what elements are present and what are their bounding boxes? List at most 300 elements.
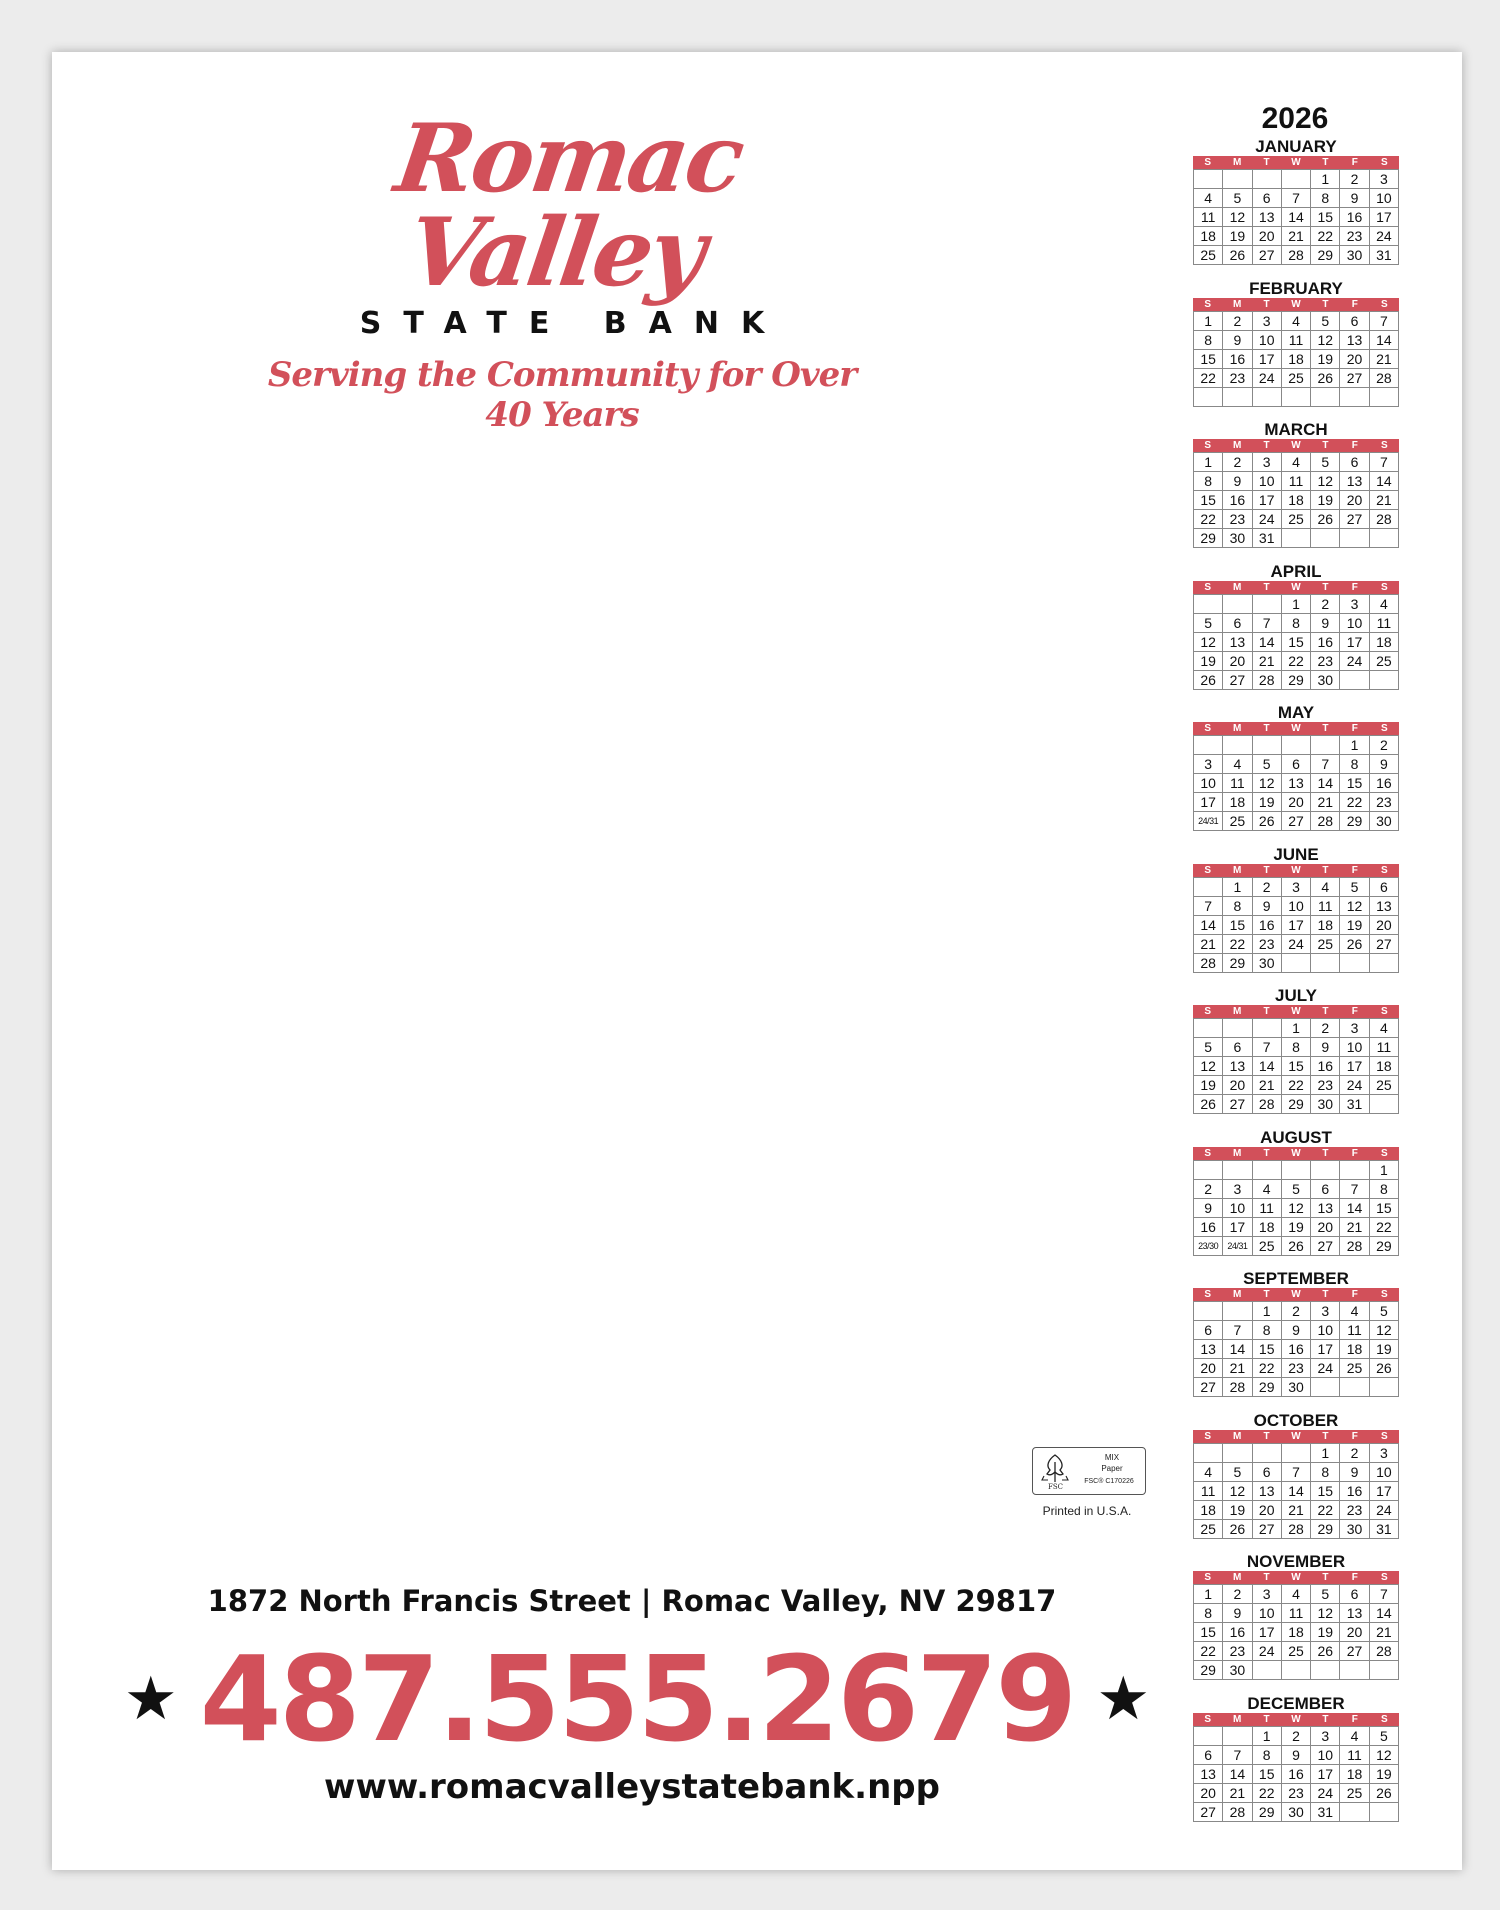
day-cell: 22 — [1311, 1501, 1340, 1520]
day-cell: 20 — [1253, 1501, 1282, 1520]
day-cell — [1194, 1444, 1223, 1463]
day-cell: 29 — [1340, 812, 1369, 831]
day-cell: 30 — [1311, 671, 1340, 690]
day-grid — [1193, 1443, 1399, 1539]
day-cell: 30 — [1253, 954, 1282, 973]
day-cell: 18 — [1282, 491, 1311, 510]
day-cell: 15 — [1311, 1482, 1340, 1501]
day-cell: 18 — [1253, 1218, 1282, 1237]
day-cell: 9 — [1370, 755, 1399, 774]
day-cell: 6 — [1223, 1038, 1252, 1057]
weekday-label: S — [1204, 1430, 1212, 1442]
day-cell: 16 — [1223, 1623, 1252, 1642]
day-cell: 25 — [1282, 510, 1311, 529]
day-cell — [1223, 1161, 1252, 1180]
day-cell: 17 — [1370, 1482, 1399, 1501]
day-cell: 18 — [1282, 350, 1311, 369]
day-cell: 10 — [1370, 1463, 1399, 1482]
day-cell: 25 — [1194, 246, 1223, 265]
day-cell — [1311, 529, 1340, 548]
weekday-header — [1193, 1713, 1399, 1726]
weekday-label: F — [1351, 723, 1358, 734]
day-cell: 13 — [1223, 633, 1252, 652]
day-cell: 9 — [1282, 1321, 1311, 1340]
day-grid — [1193, 735, 1399, 831]
day-cell: 19 — [1253, 793, 1282, 812]
day-cell: 28 — [1370, 369, 1399, 388]
day-cell: 31 — [1253, 529, 1282, 548]
day-cell: 10 — [1340, 1038, 1369, 1057]
day-cell: 17 — [1340, 633, 1369, 652]
day-cell: 13 — [1311, 1199, 1340, 1218]
weekday-label: W — [1291, 298, 1301, 310]
day-cell: 9 — [1223, 331, 1252, 350]
weekday-label: T — [1263, 157, 1270, 168]
day-cell: 26 — [1370, 1359, 1399, 1378]
weekday-label: W — [1291, 1289, 1301, 1300]
day-cell — [1253, 1661, 1282, 1680]
day-cell: 5 — [1370, 1302, 1399, 1321]
day-cell — [1223, 595, 1252, 614]
weekday-label: T — [1322, 298, 1329, 310]
day-cell: 29 — [1370, 1237, 1399, 1256]
day-cell — [1194, 170, 1223, 189]
day-cell: 8 — [1340, 755, 1369, 774]
day-cell: 24 — [1253, 510, 1282, 529]
day-cell — [1194, 1161, 1223, 1180]
day-cell: 4 — [1340, 1727, 1369, 1746]
day-cell: 12 — [1194, 633, 1223, 652]
day-cell: 30 — [1340, 246, 1369, 265]
day-cell: 18 — [1194, 1501, 1223, 1520]
day-cell: 30 — [1223, 529, 1252, 548]
day-cell: 21 — [1253, 652, 1282, 671]
day-cell: 17 — [1253, 350, 1282, 369]
day-cell: 3 — [1253, 312, 1282, 331]
day-cell: 1 — [1340, 736, 1369, 755]
month-name: APRIL — [1270, 561, 1322, 581]
day-cell: 18 — [1282, 1623, 1311, 1642]
day-cell: 7 — [1370, 312, 1399, 331]
day-cell: 22 — [1194, 510, 1223, 529]
day-cell: 12 — [1340, 897, 1369, 916]
day-cell: 14 — [1370, 331, 1399, 350]
weekday-label: T — [1263, 723, 1270, 734]
weekday-header — [1193, 298, 1399, 311]
day-cell: 4 — [1370, 1019, 1399, 1038]
day-cell — [1194, 388, 1223, 407]
day-cell — [1370, 1803, 1399, 1822]
day-cell: 26 — [1311, 369, 1340, 388]
fsc-label: FSC — [1047, 1483, 1063, 1491]
day-grid — [1193, 1301, 1399, 1397]
day-cell: 24 — [1253, 1642, 1282, 1661]
day-cell: 4 — [1194, 189, 1223, 208]
day-cell: 25 — [1340, 1359, 1369, 1378]
day-cell: 3 — [1340, 1019, 1369, 1038]
weekday-label: S — [1204, 723, 1212, 734]
day-cell: 14 — [1370, 472, 1399, 491]
day-grid — [1193, 1584, 1399, 1680]
day-cell — [1194, 736, 1223, 755]
day-cell: 22 — [1194, 369, 1223, 388]
weekday-label: M — [1232, 1430, 1242, 1442]
day-cell: 27 — [1340, 1642, 1369, 1661]
day-cell: 9 — [1311, 614, 1340, 633]
day-cell — [1223, 1302, 1252, 1321]
day-cell: 4 — [1253, 1180, 1282, 1199]
day-cell: 6 — [1223, 614, 1252, 633]
day-cell: 8 — [1194, 331, 1223, 350]
day-cell — [1282, 529, 1311, 548]
day-cell: 7 — [1223, 1321, 1252, 1340]
day-cell: 4 — [1282, 1585, 1311, 1604]
day-cell: 25 — [1282, 369, 1311, 388]
day-cell — [1370, 1095, 1399, 1114]
day-cell: 2 — [1223, 453, 1252, 472]
weekday-label: W — [1291, 1430, 1301, 1442]
day-cell: 2 — [1311, 595, 1340, 614]
day-cell: 28 — [1223, 1803, 1252, 1822]
weekday-label: M — [1232, 1289, 1242, 1300]
day-cell: 14 — [1194, 916, 1223, 935]
day-cell: 21 — [1370, 491, 1399, 510]
day-cell: 28 — [1223, 1378, 1252, 1397]
brand-tagline: Serving the Community for Over 40 Years — [267, 355, 857, 435]
day-cell: 11 — [1282, 1604, 1311, 1623]
day-cell: 21 — [1370, 1623, 1399, 1642]
day-cell: 23 — [1370, 793, 1399, 812]
day-cell: 16 — [1194, 1218, 1223, 1237]
day-cell: 1 — [1282, 595, 1311, 614]
weekday-label: F — [1351, 1430, 1358, 1442]
day-cell: 2 — [1282, 1302, 1311, 1321]
day-cell — [1253, 1161, 1282, 1180]
day-cell: 14 — [1223, 1340, 1252, 1359]
phone-number: 487.555.2679 — [199, 1630, 1075, 1768]
day-cell — [1253, 1019, 1282, 1038]
day-cell: 6 — [1370, 878, 1399, 897]
day-cell — [1253, 736, 1282, 755]
day-cell: 15 — [1253, 1340, 1282, 1359]
weekday-label: T — [1322, 1713, 1329, 1725]
day-cell: 29 — [1223, 954, 1252, 973]
day-grid — [1193, 1726, 1399, 1822]
day-cell: 21 — [1253, 1076, 1282, 1095]
month-name: DECEMBER — [1247, 1693, 1345, 1713]
day-cell: 2 — [1223, 1585, 1252, 1604]
day-cell: 22 — [1194, 1642, 1223, 1661]
day-cell: 8 — [1253, 1746, 1282, 1765]
day-cell — [1282, 736, 1311, 755]
day-grid — [1193, 594, 1399, 690]
day-cell: 1 — [1194, 312, 1223, 331]
day-cell: 11 — [1194, 1482, 1223, 1501]
weekday-label: S — [1380, 440, 1388, 451]
day-cell: 2 — [1340, 1444, 1369, 1463]
day-cell: 21 — [1223, 1784, 1252, 1803]
month-name: JANUARY — [1255, 137, 1337, 156]
day-cell: 18 — [1370, 633, 1399, 652]
bank-logo — [252, 104, 872, 435]
day-cell — [1223, 170, 1252, 189]
day-cell: 9 — [1223, 1604, 1252, 1623]
day-cell: 23 — [1311, 1076, 1340, 1095]
weekday-label: S — [1380, 157, 1388, 168]
day-cell: 3 — [1253, 1585, 1282, 1604]
weekday-label: F — [1351, 581, 1358, 593]
day-cell: 17 — [1340, 1057, 1369, 1076]
day-cell: 14 — [1282, 1482, 1311, 1501]
day-cell: 18 — [1194, 227, 1223, 246]
day-cell — [1311, 1161, 1340, 1180]
day-cell: 4 — [1282, 453, 1311, 472]
fsc-paper: Paper — [1101, 1464, 1123, 1473]
weekday-label: S — [1380, 1430, 1388, 1442]
weekday-label: S — [1204, 1572, 1212, 1583]
day-cell: 2 — [1340, 170, 1369, 189]
day-cell: 2 — [1370, 736, 1399, 755]
day-cell — [1253, 1444, 1282, 1463]
day-cell: 30 — [1340, 1520, 1369, 1539]
day-cell: 17 — [1311, 1765, 1340, 1784]
day-cell: 12 — [1253, 774, 1282, 793]
month-august — [1193, 1128, 1399, 1256]
day-cell — [1340, 954, 1369, 973]
weekday-label: F — [1351, 1006, 1358, 1017]
day-cell: 15 — [1194, 350, 1223, 369]
day-cell: 21 — [1282, 227, 1311, 246]
day-cell: 9 — [1340, 189, 1369, 208]
day-cell: 20 — [1223, 652, 1252, 671]
weekday-header — [1193, 1288, 1399, 1301]
day-cell: 15 — [1282, 633, 1311, 652]
month-name: JUNE — [1273, 844, 1319, 864]
day-cell: 28 — [1253, 671, 1282, 690]
day-cell: 10 — [1340, 614, 1369, 633]
day-cell: 8 — [1194, 1604, 1223, 1623]
day-cell — [1194, 1302, 1223, 1321]
weekday-label: M — [1232, 1572, 1242, 1583]
day-cell — [1223, 1727, 1252, 1746]
weekday-label: M — [1232, 298, 1242, 310]
day-cell: 6 — [1340, 1585, 1369, 1604]
day-cell: 15 — [1194, 491, 1223, 510]
day-cell: 17 — [1282, 916, 1311, 935]
day-cell: 27 — [1223, 1095, 1252, 1114]
day-cell: 5 — [1253, 755, 1282, 774]
day-cell: 16 — [1282, 1340, 1311, 1359]
day-cell: 10 — [1311, 1746, 1340, 1765]
day-cell: 28 — [1311, 812, 1340, 831]
day-cell: 20 — [1340, 491, 1369, 510]
month-name: FEBRUARY — [1249, 278, 1343, 298]
day-cell — [1340, 1803, 1369, 1822]
printed-in-usa: Printed in U.S.A. — [1042, 1504, 1132, 1518]
day-cell: 23/30 — [1194, 1237, 1223, 1256]
day-cell: 5 — [1311, 312, 1340, 331]
day-cell: 9 — [1340, 1463, 1369, 1482]
day-cell: 29 — [1253, 1803, 1282, 1822]
day-cell: 4 — [1311, 878, 1340, 897]
day-cell: 14 — [1370, 1604, 1399, 1623]
day-cell: 18 — [1311, 916, 1340, 935]
month-name: SEPTEMBER — [1243, 1269, 1349, 1288]
weekday-label: W — [1291, 157, 1301, 168]
day-cell: 22 — [1223, 935, 1252, 954]
day-cell: 23 — [1223, 510, 1252, 529]
day-cell: 28 — [1370, 510, 1399, 529]
day-cell: 8 — [1311, 1463, 1340, 1482]
day-cell — [1223, 1444, 1252, 1463]
day-cell: 21 — [1340, 1218, 1369, 1237]
day-cell: 31 — [1370, 246, 1399, 265]
day-cell: 21 — [1311, 793, 1340, 812]
day-cell: 14 — [1282, 208, 1311, 227]
day-cell: 13 — [1370, 897, 1399, 916]
weekday-label: F — [1351, 1289, 1358, 1300]
day-cell — [1311, 954, 1340, 973]
day-cell: 25 — [1223, 812, 1252, 831]
day-cell: 18 — [1340, 1340, 1369, 1359]
day-cell: 18 — [1223, 793, 1252, 812]
day-cell: 11 — [1370, 614, 1399, 633]
day-grid — [1193, 1018, 1399, 1114]
star-icon: ★ — [123, 1665, 178, 1732]
day-cell: 5 — [1194, 614, 1223, 633]
weekday-header — [1193, 1147, 1399, 1160]
day-cell: 1 — [1370, 1161, 1399, 1180]
day-cell: 19 — [1311, 350, 1340, 369]
day-cell: 18 — [1340, 1765, 1369, 1784]
day-cell — [1223, 388, 1252, 407]
day-cell: 16 — [1340, 1482, 1369, 1501]
day-cell — [1194, 1727, 1223, 1746]
day-cell: 23 — [1282, 1359, 1311, 1378]
day-cell: 20 — [1194, 1359, 1223, 1378]
weekday-label: S — [1380, 1713, 1388, 1725]
day-cell: 19 — [1340, 916, 1369, 935]
day-cell: 19 — [1370, 1765, 1399, 1784]
day-cell: 13 — [1223, 1057, 1252, 1076]
weekday-label: T — [1322, 723, 1329, 734]
day-cell: 25 — [1370, 652, 1399, 671]
day-cell: 19 — [1370, 1340, 1399, 1359]
day-cell — [1340, 529, 1369, 548]
day-cell: 13 — [1194, 1765, 1223, 1784]
day-cell: 26 — [1282, 1237, 1311, 1256]
day-cell: 14 — [1311, 774, 1340, 793]
day-cell: 2 — [1253, 878, 1282, 897]
weekday-label: S — [1380, 1147, 1388, 1159]
day-cell: 8 — [1194, 472, 1223, 491]
day-cell: 29 — [1253, 1378, 1282, 1397]
fsc-badge — [1032, 1447, 1146, 1495]
day-cell: 26 — [1340, 935, 1369, 954]
weekday-label: T — [1322, 864, 1329, 876]
notepad-sheet — [52, 52, 1462, 1870]
phone-row — [123, 1630, 1151, 1768]
day-cell: 11 — [1282, 472, 1311, 491]
day-cell: 17 — [1370, 208, 1399, 227]
weekday-label: M — [1232, 723, 1242, 734]
weekday-header — [1193, 439, 1399, 452]
weekday-label: M — [1232, 864, 1242, 876]
month-december — [1193, 1694, 1399, 1822]
day-cell: 29 — [1194, 1661, 1223, 1680]
day-cell: 1 — [1223, 878, 1252, 897]
day-cell: 5 — [1282, 1180, 1311, 1199]
weekday-label: T — [1322, 1430, 1329, 1442]
day-cell: 27 — [1253, 1520, 1282, 1539]
day-cell: 10 — [1253, 472, 1282, 491]
weekday-label: W — [1291, 440, 1301, 451]
day-cell: 1 — [1253, 1727, 1282, 1746]
day-cell: 20 — [1282, 793, 1311, 812]
day-cell: 12 — [1311, 472, 1340, 491]
day-cell: 13 — [1253, 208, 1282, 227]
day-cell: 17 — [1223, 1218, 1252, 1237]
weekday-label: T — [1322, 440, 1329, 451]
day-cell: 5 — [1223, 1463, 1252, 1482]
day-cell: 22 — [1340, 793, 1369, 812]
day-cell: 21 — [1370, 350, 1399, 369]
weekday-label: S — [1380, 298, 1388, 310]
day-cell: 16 — [1311, 1057, 1340, 1076]
day-cell: 8 — [1253, 1321, 1282, 1340]
day-cell: 4 — [1370, 595, 1399, 614]
month-april — [1193, 562, 1399, 690]
day-cell: 24/31 — [1223, 1237, 1252, 1256]
day-cell: 31 — [1370, 1520, 1399, 1539]
day-cell: 5 — [1311, 1585, 1340, 1604]
day-cell: 5 — [1311, 453, 1340, 472]
weekday-label: F — [1351, 298, 1358, 310]
day-cell: 10 — [1370, 189, 1399, 208]
weekday-label: T — [1263, 1006, 1270, 1017]
weekday-label: T — [1263, 298, 1270, 310]
day-cell: 22 — [1311, 227, 1340, 246]
day-cell: 26 — [1370, 1784, 1399, 1803]
day-cell: 6 — [1282, 755, 1311, 774]
day-cell: 19 — [1194, 652, 1223, 671]
day-cell: 11 — [1340, 1746, 1369, 1765]
day-cell: 7 — [1370, 453, 1399, 472]
day-cell: 11 — [1282, 331, 1311, 350]
day-cell: 1 — [1311, 1444, 1340, 1463]
day-cell: 16 — [1223, 491, 1252, 510]
weekday-label: F — [1351, 1713, 1358, 1725]
day-cell: 29 — [1194, 529, 1223, 548]
day-cell — [1311, 388, 1340, 407]
day-cell: 13 — [1194, 1340, 1223, 1359]
day-cell: 26 — [1223, 1520, 1252, 1539]
day-cell: 6 — [1194, 1321, 1223, 1340]
month-name: JULY — [1275, 986, 1317, 1005]
weekday-label: M — [1232, 581, 1242, 593]
brand-subtitle: STATE BANK — [359, 306, 787, 341]
day-cell: 30 — [1282, 1378, 1311, 1397]
weekday-label: T — [1322, 1006, 1329, 1017]
day-cell: 11 — [1194, 208, 1223, 227]
weekday-label: M — [1232, 157, 1242, 168]
day-cell: 10 — [1253, 331, 1282, 350]
day-cell: 24/31 — [1194, 812, 1223, 831]
day-cell: 10 — [1253, 1604, 1282, 1623]
day-cell: 9 — [1253, 897, 1282, 916]
star-icon: ★ — [1096, 1665, 1151, 1732]
day-cell: 5 — [1194, 1038, 1223, 1057]
